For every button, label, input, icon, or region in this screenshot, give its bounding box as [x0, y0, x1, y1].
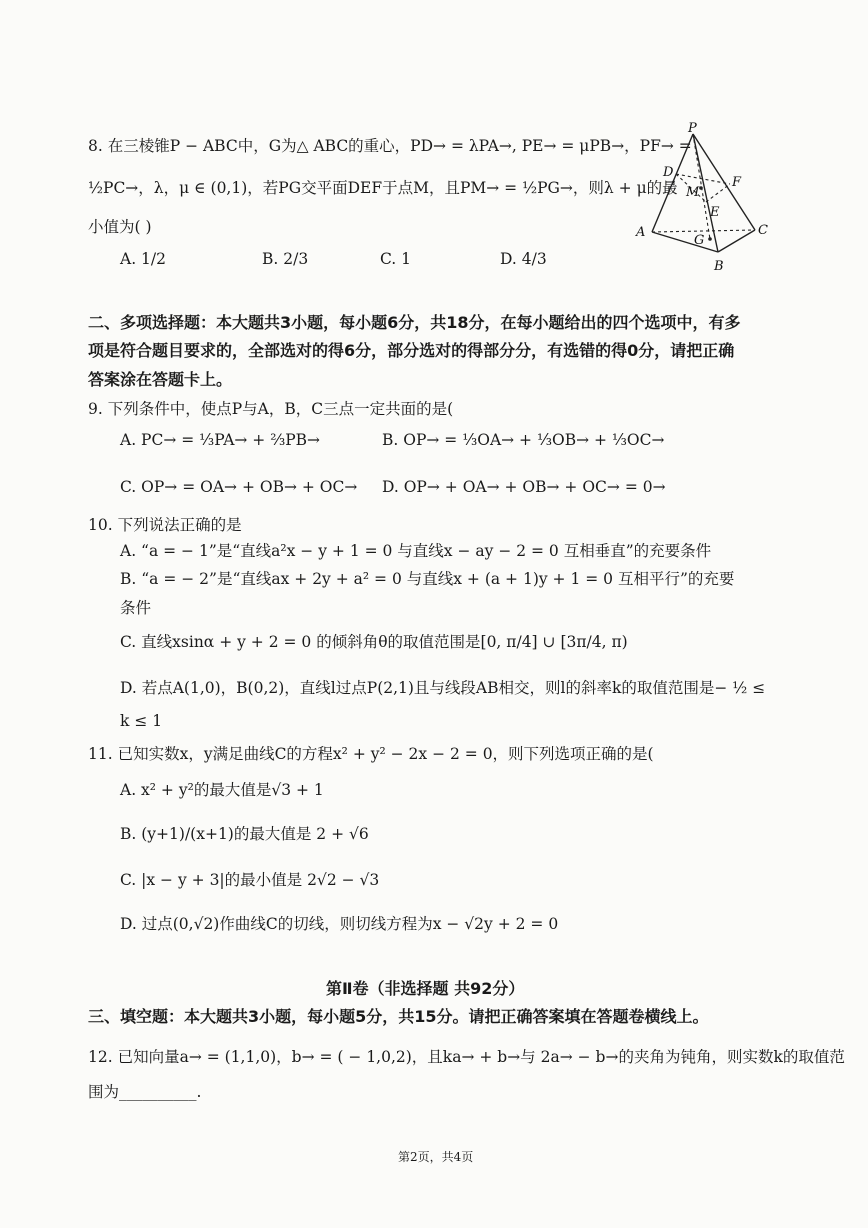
q10-option-d-line1: D. 若点A(1,0)，B(0,2)，直线l过点P(2,1)且与线段AB相交，则l的斜率k的取值范围是− ½ ≤ — [120, 679, 766, 697]
label-d: D — [663, 165, 674, 180]
q11-option-c: C. |x − y + 3|的最小值是 2√2 − √3 — [120, 871, 380, 889]
label-a: A — [636, 225, 646, 240]
label-c: C — [758, 223, 768, 238]
q11-option-b: B. (y+1)/(x+1)的最大值是 2 + √6 — [120, 825, 369, 843]
part2-heading: 第Ⅱ卷（非选择题 共92分） — [326, 979, 525, 998]
label-m: M — [686, 185, 700, 200]
edge-pa — [652, 134, 693, 232]
section2-heading-line3: 答案涂在答题卡上。 — [88, 370, 233, 389]
q8-option-a: A. 1/2 — [120, 250, 166, 268]
tetrahedron-figure — [630, 122, 770, 277]
q10-option-c: C. 直线xsinα + y + 2 = 0 的倾斜角θ的取值范围是[0, π/4] ∪ [3π/4, π) — [120, 633, 628, 651]
label-g: G — [694, 233, 705, 248]
section2-heading-line2: 项是符合题目要求的，全部选对的得6分，部分选对的得部分分，有选错的得0分，请把正确 — [88, 341, 735, 360]
label-p: P — [688, 122, 697, 136]
label-f: F — [732, 175, 742, 190]
q9-option-b: B. OP→ = ⅓OA→ + ⅓OB→ + ⅓OC→ — [382, 431, 665, 449]
point-g — [708, 237, 712, 241]
q12-line2: 围为__________. — [88, 1083, 202, 1101]
q10-option-d-line2: k ≤ 1 — [120, 712, 163, 730]
q8-option-c: C. 1 — [380, 250, 412, 268]
q12-line1: 12. 已知向量a→ = (1,1,0)，b→ = ( − 1,0,2)，且ka→ + b→与 2a→ − b→的夹角为钝角，则实数k的取值范 — [88, 1048, 845, 1066]
q9-option-d: D. OP→ + OA→ + OB→ + OC→ = 0→ — [382, 478, 666, 496]
q9-stem: 9. 下列条件中，使点P与A，B，C三点一定共面的是( — [88, 400, 454, 418]
edge-bc — [718, 230, 755, 252]
q11-option-a: A. x² + y²的最大值是√3 + 1 — [120, 781, 324, 799]
edge-pc — [693, 134, 755, 230]
section3-heading: 三、填空题：本大题共3小题，每小题5分，共15分。请把正确答案填在答题卷横线上。 — [88, 1007, 709, 1026]
section2-heading-line1: 二、多项选择题：本大题共3小题，每小题6分，共18分，在每小题给出的四个选项中，有多 — [88, 313, 741, 332]
q10-stem: 10. 下列说法正确的是 — [88, 516, 242, 534]
q8-option-b: B. 2/3 — [262, 250, 309, 268]
q8-option-d: D. 4/3 — [500, 250, 547, 268]
q9-option-c: C. OP→ = OA→ + OB→ + OC→ — [120, 478, 358, 496]
q8-line3: 小值为( ) — [88, 218, 152, 236]
q11-stem: 11. 已知实数x，y满足曲线C的方程x² + y² − 2x − 2 = 0，则下列选项正确的是( — [88, 745, 654, 763]
page-footer: 第2页，共4页 — [398, 1150, 474, 1164]
q10-option-a: A. “a = − 1”是“直线a²x − y + 1 = 0 与直线x − ay − 2 = 0 互相垂直”的充要条件 — [120, 542, 712, 560]
q10-option-b-line2: 条件 — [120, 599, 152, 617]
edge-ac-hidden — [652, 230, 755, 232]
q8-line1: 8. 在三棱锥P − ABC中，G为△ ABC的重心，PD→ = λPA→, PE→ = μPB→，PF→ = — [88, 137, 692, 155]
q10-option-b-line1: B. “a = − 2”是“直线ax + 2y + a² = 0 与直线x + (a + 1)y + 1 = 0 互相平行”的充要 — [120, 570, 735, 588]
label-b: B — [714, 259, 724, 274]
edge-ab — [652, 232, 718, 252]
q11-option-d: D. 过点(0,√2)作曲线C的切线，则切线方程为x − √2y + 2 = 0 — [120, 915, 559, 933]
point-m — [699, 186, 703, 190]
label-e: E — [710, 205, 720, 220]
q9-option-a: A. PC→ = ⅓PA→ + ⅔PB→ — [120, 431, 321, 449]
segment-ef — [706, 184, 730, 202]
q8-line2: ½PC→，λ，μ ∈ (0,1)，若PG交平面DEF于点M，且PM→ = ½PG→，则λ + μ的最 — [88, 179, 678, 197]
